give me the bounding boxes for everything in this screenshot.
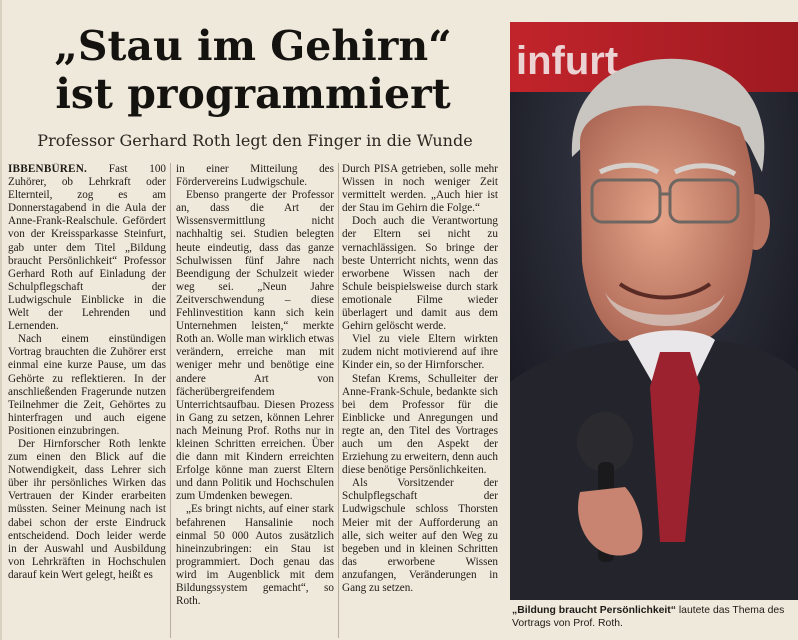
paragraph: Nach einem einstündigen Vortrag brauchten die Zuhörer erst einmal eine kurze Pause, um das Gehörte zu reflektieren. In der anschließenden Fragerunde nutzen Teilnehmer die Zeit, Gehörtes zu hinterfragen und auch eigene Positionen einzubringen. bbox=[8, 333, 166, 437]
column-divider bbox=[170, 163, 171, 638]
paragraph: Als Vorsitzender der Schulpflegschaft der Ludwigschule schloss Thorsten Meier mit der Aufforderung an alle, sich weiter auf den Weg zu begeben und in kleinen Schritten das erworbene Wissen anzufangen, Veränderungen in Gang zu setzen. bbox=[342, 477, 498, 594]
paragraph: „Es bringt nichts, auf einer stark befahrenen Hansalinie noch einmal 50 000 Autos zusätzlich hineinzubringen: ein Stau ist programmiert. Doch genau das wird im Augenblick mit dem Bildungssystem gemacht“, so Roth. bbox=[176, 503, 334, 608]
paragraph bbox=[8, 163, 166, 333]
paragraph: in einer Mitteilung des Fördervereins Ludwigschule. bbox=[176, 163, 334, 189]
paragraph: Viel zu viele Eltern wirkten zudem nicht motivierend auf ihre Kinder ein, so der Hirnforscher. bbox=[342, 333, 498, 372]
headline-line-1: „Stau im Gehirn“ bbox=[54, 22, 452, 70]
paper-edge bbox=[0, 0, 2, 640]
article-column-2 bbox=[176, 163, 334, 640]
paragraph: Doch auch die Verantwortung der Eltern sei nicht zu vernachlässigen. So bringe der beste Unterricht nichts, wenn das erworbene Wissen nach der Schule beispielsweise durch stark emotionale Filme wieder überlagert und damit aus dem Gehirn gelöscht werde. bbox=[342, 215, 498, 333]
paragraph: Durch PISA getrieben, solle mehr Wissen in noch weniger Zeit vermittelt werden. „Auch hier ist der Stau im Gehirn die Folge.“ bbox=[342, 163, 498, 215]
paragraph: Der Hirnforscher Roth lenkte zum einen den Blick auf die Notwendigkeit, dass Lehrer sich über ihr persönliches Wirken das Vertrauen der Kinder erarbeiten müssten. Seiner Meinung nach ist dabei schon der erste Eindruck entscheidend. Doch leider werde in der Auswahl und Ausbildung von Lehrkräften in Hochschulen darauf kein Wert gelegt, heißt es bbox=[8, 437, 166, 581]
dateline: IBBENBÜREN. bbox=[8, 163, 87, 175]
headline-line-2: ist programmiert bbox=[55, 70, 451, 118]
speaker-photo bbox=[510, 22, 798, 600]
column-divider bbox=[338, 163, 339, 638]
caption-text: lautete das Thema des Vortrags von Prof. Roth. bbox=[512, 605, 785, 629]
subheadline: Professor Gerhard Roth legt den Finger in die Wunde bbox=[37, 131, 473, 150]
paragraph: Ebenso prangerte der Professor an, dass die Art der Wissensvermittlung nicht nachhaltig sei. Studien belegten heute eindeutig, dass das ganze Schulwissen fünf Jahre nach Beendigung der Schulzeit wieder weg sei. „Neun Jahre Zeitverschwendung – diese Fehlinvestition kann sich kein Unternehmen leisten,“ merkte Roth an. Wolle man wirklich etwas verändern, erreiche man mit weniger mehr und benötige eine andere Art von fächerübergreifendem Unterrichtsaufbau. Diesen Prozess in Gang zu setzen, können Lehrer nach Meinung Prof. Roths nur in kleinen Schritten erreichen. Über die dann mit Kindern erreichten Erfolge könne man zuerst Eltern und dann Politik und Hochschulen zum Umdenken bewegen. bbox=[176, 189, 334, 503]
caption-title: „Bildung braucht Persönlichkeit“ bbox=[512, 605, 676, 616]
paragraph-text: Fast 100 Zuhörer, ob Lehrkraft oder Elternteil, zog es am Donnerstagabend in die Aula der Anne-Frank-Realschule. Gefördert von der Kreissparkasse Steinfurt, gab unter dem Titel „Bildung braucht Persönlichkeit“ Professor Gerhard Roth auf Einladung der Schulpflegschaft der Ludwigschule Einblicke in die Welt der Lehrenden und Lernenden. bbox=[8, 163, 166, 333]
banner-text: infurt bbox=[516, 39, 619, 83]
photo-caption bbox=[512, 604, 798, 630]
article-column-1 bbox=[8, 163, 166, 640]
headline bbox=[8, 22, 498, 118]
speaker-illustration bbox=[510, 22, 798, 600]
paragraph: Stefan Krems, Schulleiter der Anne-Frank-Schule, bedankte sich bei dem Professor für die Einblicke und Anregungen und regte an, den Titel des Vortrages auch um den Aspekt der Erziehung zu erweitern, denn auch diese benötige Persönlichkeiten. bbox=[342, 372, 498, 477]
article-column-3 bbox=[342, 163, 498, 640]
